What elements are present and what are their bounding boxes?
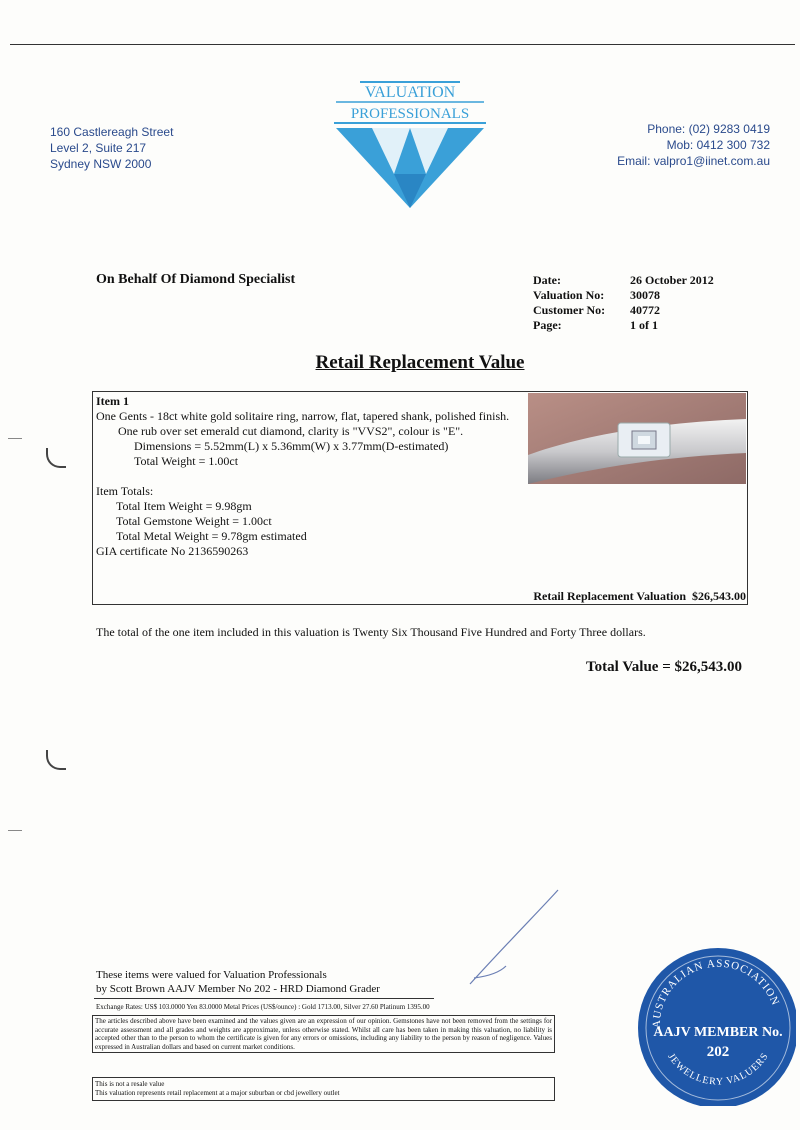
meta-value: 1 of 1: [630, 318, 658, 332]
resale-line2: This valuation represents retail replacement at a major suburban or cbd jewellery outlet: [95, 1089, 340, 1097]
item-totals-heading: Item Totals:: [96, 484, 154, 498]
item-description: One Gents - 18ct white gold solitaire ring, narrow, flat, tapered shank, polished finish.: [96, 409, 510, 423]
item-dimensions: Dimensions = 5.52mm(L) x 5.36mm(W) x 3.77mm(D-estimated): [134, 439, 449, 453]
item-stone: One rub over set emerald cut diamond, clarity is "VVS2", colour is "E".: [118, 424, 464, 438]
total-item-weight: Total Item Weight = 9.98gm: [116, 499, 252, 513]
valued-by: by Scott Brown AAJV Member No 202 - HRD Diamond Grader: [96, 983, 380, 995]
item-weight: Total Weight = 1.00ct: [134, 454, 239, 468]
fold-mark: [8, 438, 22, 439]
top-rule: [10, 44, 795, 45]
punch-hole-mark: [46, 448, 66, 468]
email-text: Email: valpro1@iinet.com.au: [617, 154, 770, 168]
aajv-member-seal: [634, 940, 796, 1106]
seal-member-text: AAJV MEMBER No.: [653, 1025, 783, 1040]
fold-mark: [8, 830, 22, 831]
meta-value: 40772: [630, 303, 660, 317]
total-gemstone-weight: Total Gemstone Weight = 1.00ct: [116, 514, 272, 528]
exchange-rates: Exchange Rates: US$ 103.0000 Yen 83.0000 Metal Prices (US$/ounce) : Gold 1713.00, Silver 27.60 Platinum 1395.00: [96, 1003, 430, 1011]
signature-mark: [430, 880, 570, 1000]
disclaimer-box: The articles described above have been examined and the values given are an expression of our opinion. Gemstones have not been removed from the settings for accurate assessment and all grades and weights are approximate, unless otherwise stated. Whilst all care has been taken in making this valuation, no liability is accepted other than to the person to whom the certificate is given for any errors or omissions, including any liability to the person by reason of negligence. Values expressed in Australian dollars and based on current market conditions.: [92, 1015, 555, 1053]
seal-arc-bottom: JEWELLERY VALUERS: [665, 1050, 772, 1088]
resale-box: [92, 1077, 555, 1101]
valued-for: These items were valued for Valuation Professionals: [96, 969, 327, 981]
meta-label: Valuation No:: [533, 288, 605, 302]
recipient-line: On Behalf Of Diamond Specialist: [96, 272, 296, 287]
address-line: 160 Castlereagh Street: [50, 125, 174, 139]
valuation-professionals-logo: [332, 78, 488, 210]
item-details: [96, 394, 522, 559]
meta-value: 30078: [630, 288, 660, 302]
punch-hole-mark: [46, 750, 66, 770]
seal-number: 202: [706, 1044, 730, 1060]
ring-photo: [528, 393, 746, 484]
meta-label: Customer No:: [533, 303, 606, 317]
address-line: Sydney NSW 2000: [50, 157, 152, 171]
company-contact: [617, 121, 770, 169]
valuation-meta: [533, 273, 714, 333]
meta-label: Page:: [533, 318, 562, 332]
logo-line2: PROFESSIONALS: [350, 106, 470, 122]
valuation-line: [533, 589, 746, 604]
total-sentence: The total of the one item included in this valuation is Twenty Six Thousand Five Hundred and Forty Three dollars.: [96, 625, 646, 639]
document-title: Retail Replacement Value: [315, 352, 525, 373]
valuer-details: [96, 968, 380, 996]
item-heading: Item 1: [96, 394, 129, 408]
address-line: Level 2, Suite 217: [50, 141, 147, 155]
resale-line1: This is not a resale value: [95, 1080, 165, 1088]
company-address: [50, 124, 173, 172]
logo-line1: VALUATION: [364, 84, 456, 101]
mobile-text: Mob: 0412 300 732: [666, 138, 770, 152]
gia-certificate: GIA certificate No 2136590263: [96, 544, 249, 558]
total-metal-weight: Total Metal Weight = 9.78gm estimated: [116, 529, 307, 543]
meta-label: Date:: [533, 273, 561, 287]
meta-value: 26 October 2012: [630, 273, 714, 287]
seal-arc-top: AUSTRALIAN ASSOCIATION: [650, 957, 782, 1029]
valuation-label: Retail Replacement Valuation: [533, 589, 686, 603]
valuation-amount: $26,543.00: [692, 589, 746, 603]
phone-text: Phone: (02) 9283 0419: [647, 122, 770, 136]
total-value: Total Value = $26,543.00: [586, 659, 742, 675]
signature-line: [94, 998, 434, 999]
